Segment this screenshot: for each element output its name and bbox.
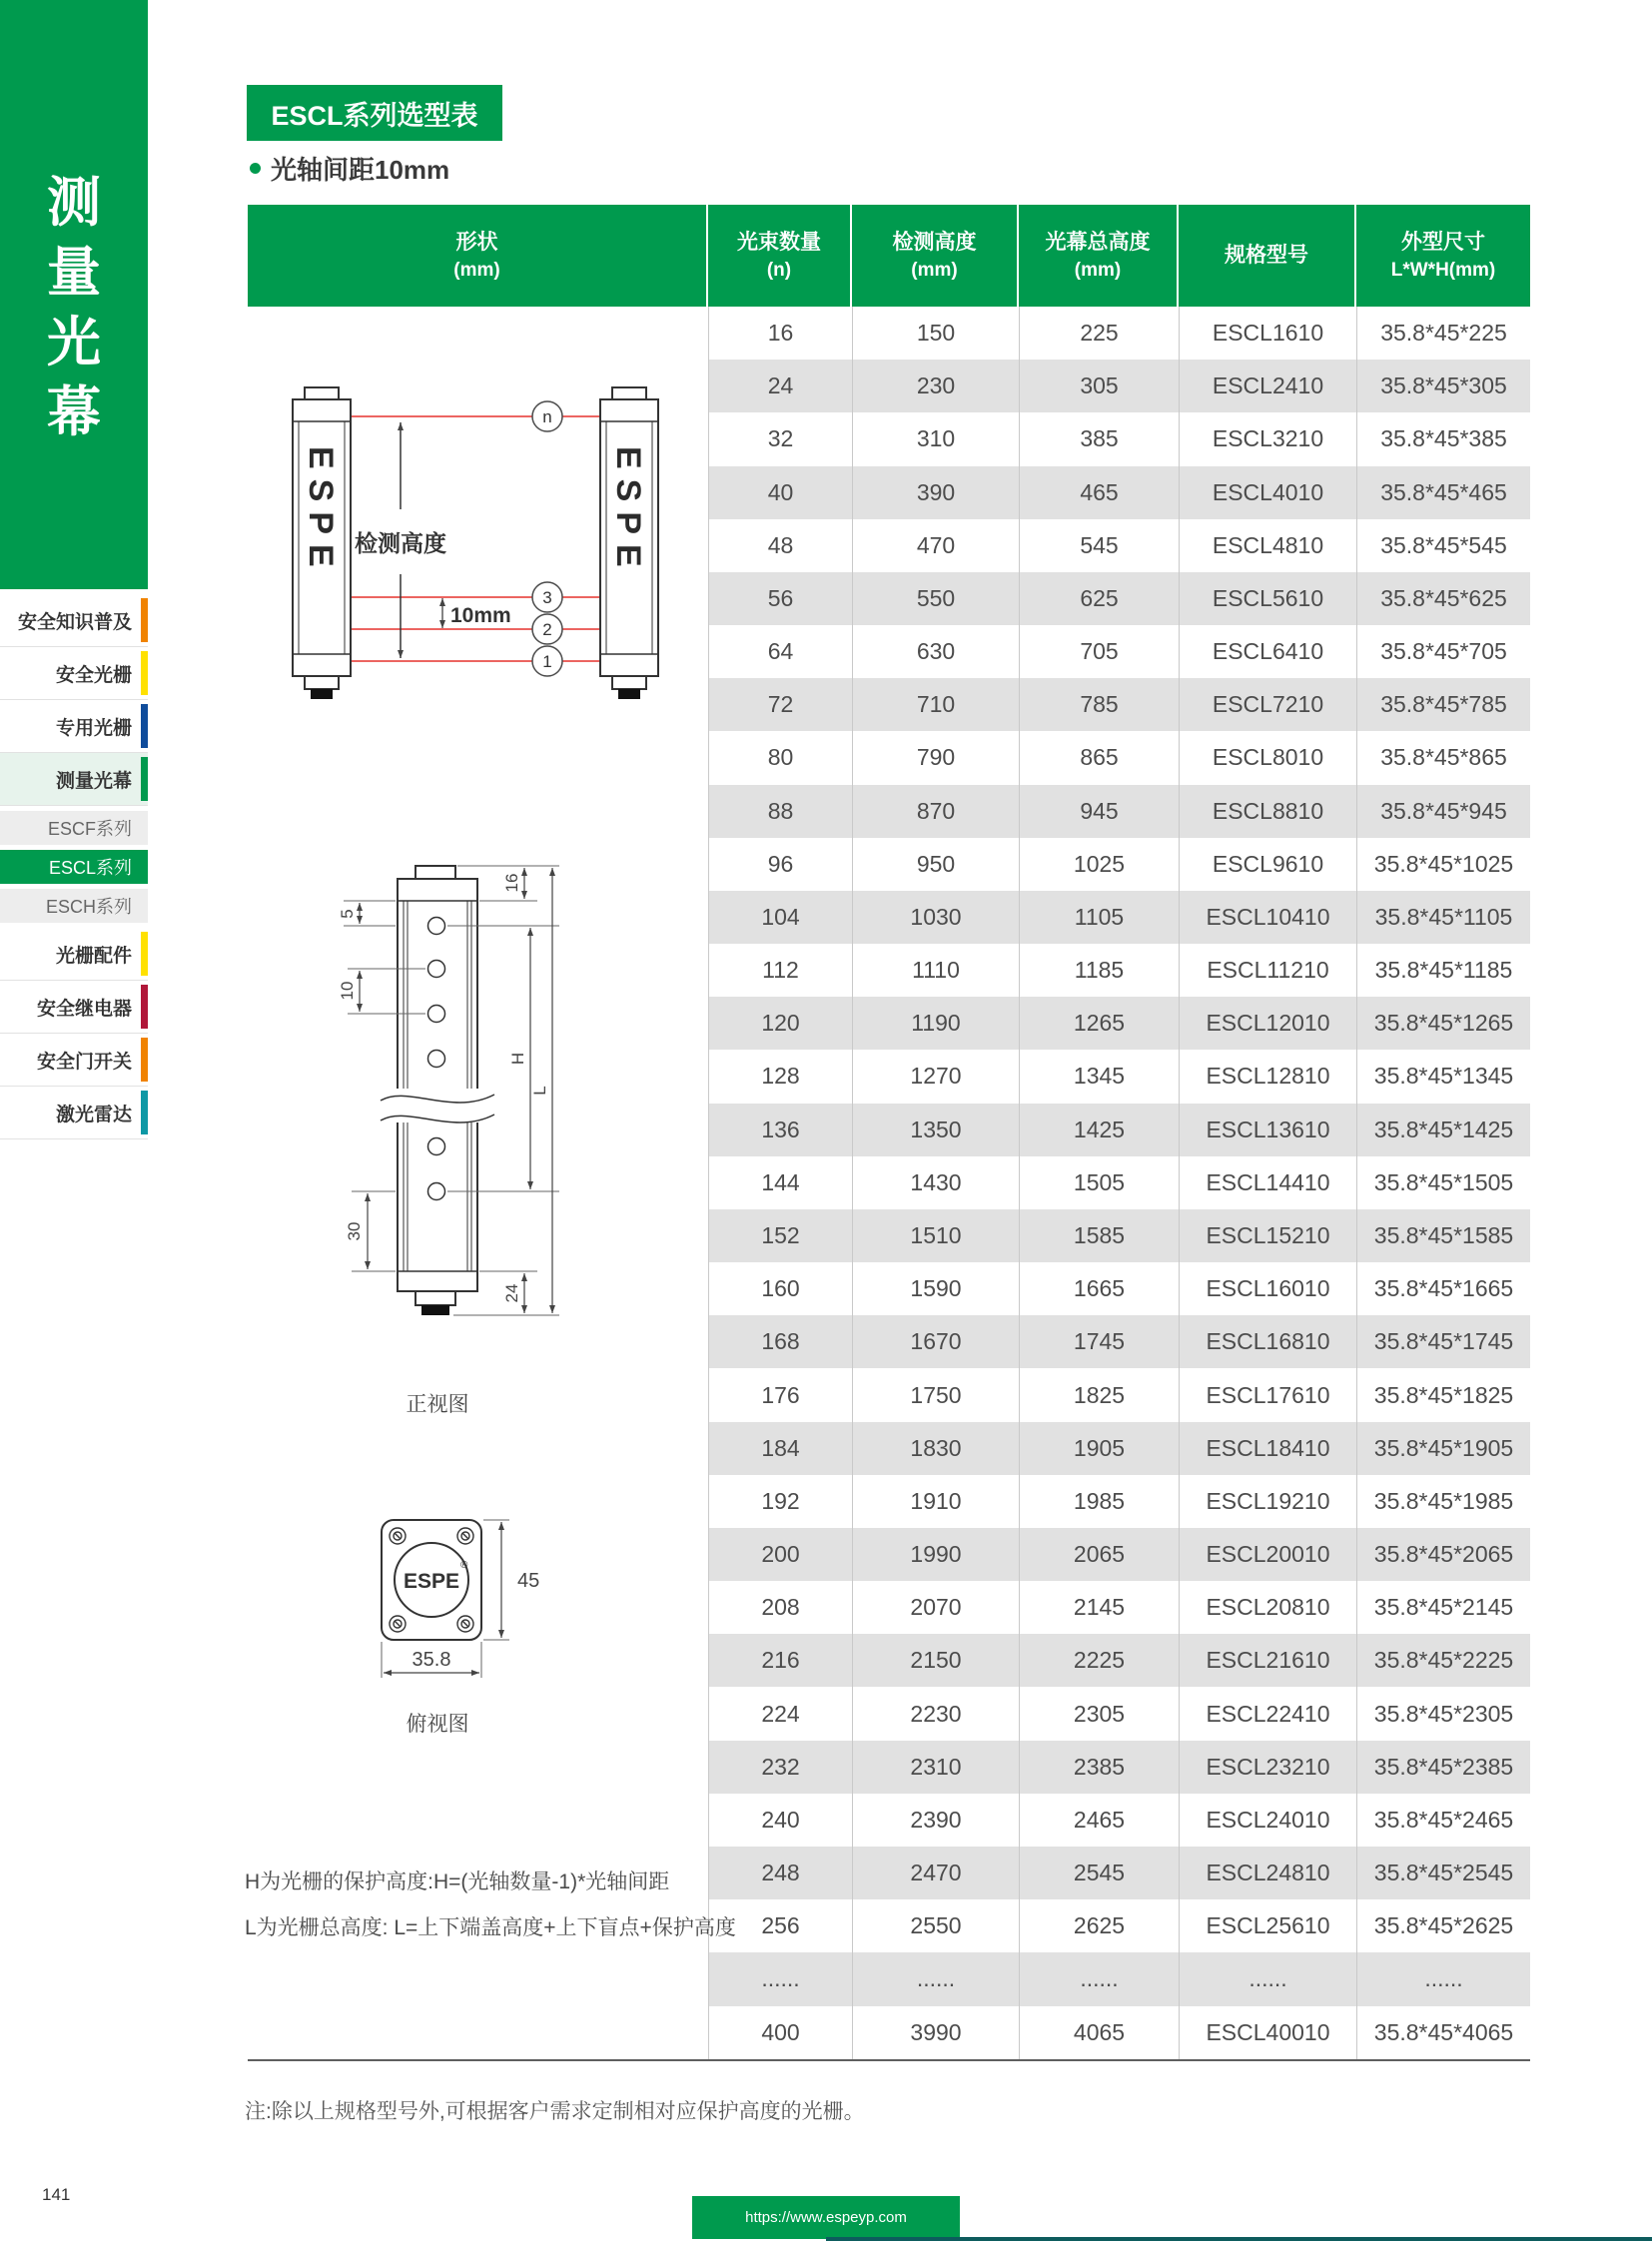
table-cell: 248 xyxy=(708,1847,852,1899)
table-cell: 2470 xyxy=(852,1847,1019,1899)
sidebar-item-label: 专用光栅 xyxy=(55,717,132,739)
table-cell: 870 xyxy=(852,785,1019,838)
table-cell: 385 xyxy=(1019,412,1179,465)
table-cell: 945 xyxy=(1019,785,1179,838)
table-cell: 950 xyxy=(852,838,1019,891)
table-cell: 35.8*45*2225 xyxy=(1356,1634,1530,1687)
table-cell: 4065 xyxy=(1019,2006,1179,2059)
column-label: 检测高度 xyxy=(892,231,977,254)
column-sublabel: (mm) xyxy=(911,260,958,281)
table-row xyxy=(708,307,1530,360)
table-cell: ESCL40010 xyxy=(1179,2006,1356,2059)
table-cell: 35.8*45*4065 xyxy=(1356,2006,1530,2059)
vertical-title-char: 量 xyxy=(47,243,101,303)
table-cell: ...... xyxy=(708,1952,852,2005)
brand-label: ESPE xyxy=(302,446,340,577)
table-cell: 240 xyxy=(708,1794,852,1847)
table-cell: 35.8*45*2625 xyxy=(1356,1899,1530,1952)
table-cell: 1905 xyxy=(1019,1422,1179,1475)
table-cell: 35.8*45*1105 xyxy=(1356,891,1530,944)
table-cell: 35.8*45*1825 xyxy=(1356,1368,1530,1421)
table-cell: 184 xyxy=(708,1422,852,1475)
table-cell: 35.8*45*2145 xyxy=(1356,1581,1530,1634)
table-row xyxy=(708,1794,1530,1847)
table-cell: 1825 xyxy=(1019,1368,1179,1421)
sidebar-item-6[interactable]: ESCL系列 xyxy=(0,850,148,884)
table-cell: 2305 xyxy=(1019,1687,1179,1740)
table-cell: 35.8*45*305 xyxy=(1356,360,1530,412)
detection-height-label: 检测高度 xyxy=(355,530,446,556)
table-row xyxy=(708,412,1530,465)
sidebar-item-label: 激光雷达 xyxy=(55,1104,132,1125)
table-cell: 2145 xyxy=(1019,1581,1179,1634)
table-cell: 465 xyxy=(1019,466,1179,519)
sidebar-item-label: 测量光幕 xyxy=(55,770,132,792)
table-cell: ESCL20010 xyxy=(1179,1528,1356,1581)
table-cell: 16 xyxy=(708,307,852,360)
table-cell: 152 xyxy=(708,1209,852,1262)
width-dim-label: 35.8 xyxy=(412,1649,451,1671)
break-lines xyxy=(381,1089,494,1122)
table-cell: 88 xyxy=(708,785,852,838)
vertical-title-char: 光 xyxy=(47,313,101,373)
table-cell: 785 xyxy=(1019,678,1179,731)
sidebar-item-1[interactable] xyxy=(0,594,148,647)
table-cell: 790 xyxy=(852,731,1019,784)
sidebar-item-9[interactable] xyxy=(0,981,148,1034)
table-cell: ESCL8810 xyxy=(1179,785,1356,838)
table-cell: ESCL12810 xyxy=(1179,1050,1356,1103)
bullet-label: 光轴间距10mm xyxy=(271,155,450,185)
column-label: 规格型号 xyxy=(1225,244,1308,267)
table-cell: 35.8*45*1585 xyxy=(1356,1209,1530,1262)
table-cell: ESCL17610 xyxy=(1179,1368,1356,1421)
column-label: 形状 xyxy=(455,231,498,254)
table-cell: 1665 xyxy=(1019,1262,1179,1315)
table-cell: ESCL23210 xyxy=(1179,1741,1356,1794)
table-cell: 1990 xyxy=(852,1528,1019,1581)
table-cell: 2310 xyxy=(852,1741,1019,1794)
table-cell: ESCL8010 xyxy=(1179,731,1356,784)
table-cell: 35.8*45*465 xyxy=(1356,466,1530,519)
table-cell: 1030 xyxy=(852,891,1019,944)
beam-number-badges xyxy=(532,401,562,676)
table-cell: ESCL12010 xyxy=(1179,997,1356,1050)
table-cell: 2465 xyxy=(1019,1794,1179,1847)
table-cell: 2625 xyxy=(1019,1899,1179,1952)
vertical-title-char: 测 xyxy=(47,173,101,233)
table-cell: ESCL9610 xyxy=(1179,838,1356,891)
pitch-label: 10mm xyxy=(450,604,511,627)
table-row xyxy=(708,997,1530,1050)
table-cell: 35.8*45*1985 xyxy=(1356,1475,1530,1528)
beam-number: 1 xyxy=(542,652,552,671)
table-header xyxy=(248,205,1530,307)
table-row xyxy=(708,838,1530,891)
table-cell: 1670 xyxy=(852,1315,1019,1368)
table-cell: 1430 xyxy=(852,1156,1019,1209)
beam-number: 2 xyxy=(542,620,552,639)
table-cell: 64 xyxy=(708,625,852,678)
column-header-total-height xyxy=(1019,205,1179,307)
table-cell: 96 xyxy=(708,838,852,891)
table-cell: 1830 xyxy=(852,1422,1019,1475)
table-cell: 120 xyxy=(708,997,852,1050)
svg-text:5: 5 xyxy=(338,909,357,919)
table-cell: 1585 xyxy=(1019,1209,1179,1262)
table-cell: ESCL21610 xyxy=(1179,1634,1356,1687)
table-cell: ESCL4010 xyxy=(1179,466,1356,519)
table-cell: 35.8*45*705 xyxy=(1356,625,1530,678)
table-cell: 40 xyxy=(708,466,852,519)
table-cell: 224 xyxy=(708,1687,852,1740)
table-cell: 2390 xyxy=(852,1794,1019,1847)
table-cell: ...... xyxy=(1179,1952,1356,2005)
table-cell: 56 xyxy=(708,572,852,625)
table-cell: 32 xyxy=(708,412,852,465)
footer-url[interactable]: https://www.espeyp.com xyxy=(745,2209,907,2226)
table-cell: 2225 xyxy=(1019,1634,1179,1687)
table-cell: 35.8*45*1905 xyxy=(1356,1422,1530,1475)
table-cell: 625 xyxy=(1019,572,1179,625)
table-cell: 144 xyxy=(708,1156,852,1209)
table-cell: 35.8*45*2545 xyxy=(1356,1847,1530,1899)
table-cell: 160 xyxy=(708,1262,852,1315)
sidebar-item-4[interactable] xyxy=(0,753,148,806)
table-cell: 1105 xyxy=(1019,891,1179,944)
table-cell: 104 xyxy=(708,891,852,944)
sidebar-item-3[interactable] xyxy=(0,700,148,753)
table-cell: ESCL4810 xyxy=(1179,519,1356,572)
table-cell: ESCL16810 xyxy=(1179,1315,1356,1368)
beam-number: 3 xyxy=(542,588,552,607)
table-row xyxy=(708,1847,1530,1899)
table-cell: 200 xyxy=(708,1528,852,1581)
table-cell: 128 xyxy=(708,1050,852,1103)
table-cell: ESCL22410 xyxy=(1179,1687,1356,1740)
table-cell: 2545 xyxy=(1019,1847,1179,1899)
table-cell: 35.8*45*545 xyxy=(1356,519,1530,572)
formula-l: L为光栅总高度: L=上下端盖高度+上下盲点+保护高度 xyxy=(245,1916,736,1939)
table-cell: 1185 xyxy=(1019,944,1179,997)
table-cell: ESCL6410 xyxy=(1179,625,1356,678)
table-row xyxy=(708,1741,1530,1794)
table-cell: 35.8*45*385 xyxy=(1356,412,1530,465)
table-cell: 1510 xyxy=(852,1209,1019,1262)
accent-bar xyxy=(141,757,148,801)
sidebar-vertical-title xyxy=(0,168,148,447)
table-cell: 35.8*45*945 xyxy=(1356,785,1530,838)
accent-bar xyxy=(141,932,148,976)
table-cell: 2550 xyxy=(852,1899,1019,1952)
table-cell: ESCL13610 xyxy=(1179,1104,1356,1156)
table-cell: 35.8*45*785 xyxy=(1356,678,1530,731)
footer-url-bar[interactable] xyxy=(692,2196,960,2239)
table-row xyxy=(708,1156,1530,1209)
accent-bar xyxy=(141,651,148,695)
table-cell: ESCL16010 xyxy=(1179,1262,1356,1315)
table-row xyxy=(708,1422,1530,1475)
table-cell: 80 xyxy=(708,731,852,784)
table-cell: 35.8*45*2305 xyxy=(1356,1687,1530,1740)
table-row xyxy=(708,2006,1530,2059)
table-cell: 168 xyxy=(708,1315,852,1368)
column-header-dimensions xyxy=(1356,205,1530,307)
footer-strip xyxy=(826,2237,1652,2241)
sidebar-item-label: 安全知识普及 xyxy=(17,611,132,633)
sidebar-item-label: 光栅配件 xyxy=(55,945,132,967)
table-cell: 216 xyxy=(708,1634,852,1687)
column-label: 光幕总高度 xyxy=(1045,231,1151,254)
beam-pair-diagram xyxy=(248,384,708,714)
table-cell: 150 xyxy=(852,307,1019,360)
table-cell: 1590 xyxy=(852,1262,1019,1315)
table-row xyxy=(708,1475,1530,1528)
front-view-caption: 正视图 xyxy=(406,1393,469,1416)
top-view-diagram xyxy=(248,1496,708,1691)
sidebar-item-5[interactable]: ESCF系列 xyxy=(0,811,148,845)
registered-mark: ® xyxy=(460,1560,468,1571)
table-row xyxy=(708,1315,1530,1368)
table-cell: 35.8*45*1425 xyxy=(1356,1104,1530,1156)
table-cell: 35.8*45*625 xyxy=(1356,572,1530,625)
table-cell: 35.8*45*2465 xyxy=(1356,1794,1530,1847)
table-cell: ESCL3210 xyxy=(1179,412,1356,465)
table-cell: 1745 xyxy=(1019,1315,1179,1368)
svg-text:L: L xyxy=(530,1086,549,1096)
beam-number: n xyxy=(542,407,552,426)
table-cell: ESCL1610 xyxy=(1179,307,1356,360)
table-row xyxy=(708,1634,1530,1687)
vertical-title-char: 幕 xyxy=(47,382,101,442)
table-cell: ESCL15210 xyxy=(1179,1209,1356,1262)
table-cell: ESCL24010 xyxy=(1179,1794,1356,1847)
section-badge: ESCL系列选型表 xyxy=(247,85,502,141)
accent-bar xyxy=(141,985,148,1029)
svg-text:10: 10 xyxy=(338,981,357,1001)
column-label: 光束数量 xyxy=(737,231,821,254)
svg-text:16: 16 xyxy=(502,873,521,893)
table-cell: ESCL18410 xyxy=(1179,1422,1356,1475)
front-view-diagram xyxy=(248,859,708,1318)
table-cell: 1910 xyxy=(852,1475,1019,1528)
table-row xyxy=(708,1262,1530,1315)
table-cell: 35.8*45*1185 xyxy=(1356,944,1530,997)
table-row xyxy=(708,1899,1530,1952)
table-row xyxy=(708,1687,1530,1740)
sidebar-menu xyxy=(0,594,148,1139)
table-cell: 2385 xyxy=(1019,1741,1179,1794)
table-cell: 225 xyxy=(1019,307,1179,360)
bullet-icon xyxy=(250,163,261,174)
table-cell: 48 xyxy=(708,519,852,572)
table-cell: 1505 xyxy=(1019,1156,1179,1209)
table-cell: ESCL7210 xyxy=(1179,678,1356,731)
table-cell: ESCL10410 xyxy=(1179,891,1356,944)
table-cell: 400 xyxy=(708,2006,852,2059)
table-row xyxy=(708,1581,1530,1634)
table-cell: 230 xyxy=(852,360,1019,412)
table-cell: 3990 xyxy=(852,2006,1019,2059)
column-header-beam-count xyxy=(708,205,852,307)
formula-h: H为光栅的保护高度:H=(光轴数量-1)*光轴间距 xyxy=(245,1870,670,1893)
table-cell: 1265 xyxy=(1019,997,1179,1050)
table-cell: ESCL25610 xyxy=(1179,1899,1356,1952)
footnote: 注:除以上规格型号外,可根据客户需求定制相对应保护高度的光栅。 xyxy=(245,2100,865,2123)
sidebar-item-11[interactable] xyxy=(0,1087,148,1139)
table-bottom-rule xyxy=(248,2059,1530,2061)
table-cell: 1750 xyxy=(852,1368,1019,1421)
table-cell: 35.8*45*225 xyxy=(1356,307,1530,360)
table-cell: 550 xyxy=(852,572,1019,625)
table-cell: 176 xyxy=(708,1368,852,1421)
table-cell: 35.8*45*1505 xyxy=(1356,1156,1530,1209)
table-cell: ESCL14410 xyxy=(1179,1156,1356,1209)
table-row xyxy=(708,678,1530,731)
accent-bar xyxy=(141,1038,148,1082)
column-header-model xyxy=(1179,205,1356,307)
table-row xyxy=(708,519,1530,572)
table-row xyxy=(708,944,1530,997)
table-row xyxy=(708,360,1530,412)
table-cell: ESCL19210 xyxy=(1179,1475,1356,1528)
column-sublabel: (mm) xyxy=(453,260,500,281)
table-cell: 545 xyxy=(1019,519,1179,572)
table-cell: 192 xyxy=(708,1475,852,1528)
table-cell: 112 xyxy=(708,944,852,997)
table-row xyxy=(708,891,1530,944)
sidebar-item-label: 安全门开关 xyxy=(36,1051,132,1073)
accent-bar xyxy=(141,704,148,748)
table-cell: 35.8*45*1345 xyxy=(1356,1050,1530,1103)
table-cell: 35.8*45*2385 xyxy=(1356,1741,1530,1794)
column-sublabel: (mm) xyxy=(1074,260,1122,281)
table-cell: 1270 xyxy=(852,1050,1019,1103)
table-cell: 24 xyxy=(708,360,852,412)
table-cell: 35.8*45*865 xyxy=(1356,731,1530,784)
table-cell: 2150 xyxy=(852,1634,1019,1687)
bullet-line xyxy=(250,150,449,187)
table-row xyxy=(708,1209,1530,1262)
table-row xyxy=(708,1528,1530,1581)
table-row xyxy=(708,466,1530,519)
table-cell: ESCL2410 xyxy=(1179,360,1356,412)
sidebar-item-label: 安全光栅 xyxy=(55,664,132,686)
table-cell: 2065 xyxy=(1019,1528,1179,1581)
table-cell: 35.8*45*1745 xyxy=(1356,1315,1530,1368)
table-cell: 1350 xyxy=(852,1104,1019,1156)
table-row xyxy=(708,1050,1530,1103)
table-cell: 35.8*45*1025 xyxy=(1356,838,1530,891)
table-row xyxy=(708,1104,1530,1156)
sidebar-item-10[interactable] xyxy=(0,1034,148,1087)
column-sublabel: (n) xyxy=(766,260,792,281)
table-row xyxy=(708,572,1530,625)
table-cell: 1345 xyxy=(1019,1050,1179,1103)
table-cell: 208 xyxy=(708,1581,852,1634)
table-cell: 470 xyxy=(852,519,1019,572)
accent-bar xyxy=(141,1091,148,1134)
table-cell: ESCL24810 xyxy=(1179,1847,1356,1899)
brand-label: ESPE xyxy=(609,446,647,577)
table-cell: 865 xyxy=(1019,731,1179,784)
table-cell: 136 xyxy=(708,1104,852,1156)
table-cell: ...... xyxy=(1019,1952,1179,2005)
table-row xyxy=(708,785,1530,838)
sidebar-item-8[interactable] xyxy=(0,928,148,981)
table-row xyxy=(708,1952,1530,2005)
table-cell: 2070 xyxy=(852,1581,1019,1634)
table-cell: 710 xyxy=(852,678,1019,731)
table-cell: 72 xyxy=(708,678,852,731)
table-row xyxy=(708,1368,1530,1421)
sidebar-item-7[interactable]: ESCH系列 xyxy=(0,889,148,923)
table-cell: 1190 xyxy=(852,997,1019,1050)
height-dim-label: 45 xyxy=(517,1570,540,1592)
table-cell: 630 xyxy=(852,625,1019,678)
table-cell: 1025 xyxy=(1019,838,1179,891)
table-cell: 232 xyxy=(708,1741,852,1794)
svg-text:24: 24 xyxy=(502,1283,521,1303)
column-header-shape xyxy=(248,205,708,307)
table-cell: ESCL11210 xyxy=(1179,944,1356,997)
column-sublabel: L*W*H(mm) xyxy=(1390,260,1496,281)
table-cell: 390 xyxy=(852,466,1019,519)
table-cell: 305 xyxy=(1019,360,1179,412)
table-cell: ESCL5610 xyxy=(1179,572,1356,625)
column-label: 外型尺寸 xyxy=(1401,231,1485,254)
sidebar-item-label: 安全继电器 xyxy=(36,998,132,1020)
svg-text:H: H xyxy=(508,1052,527,1066)
column-header-detect-height xyxy=(852,205,1019,307)
table-cell: 35.8*45*2065 xyxy=(1356,1528,1530,1581)
table-cell: 1110 xyxy=(852,944,1019,997)
accent-bar xyxy=(141,598,148,642)
top-view-caption: 俯视图 xyxy=(406,1713,469,1736)
sidebar-item-2[interactable] xyxy=(0,647,148,700)
page-number: 141 xyxy=(42,2185,71,2204)
table-cell: 705 xyxy=(1019,625,1179,678)
table-cell: ...... xyxy=(1356,1952,1530,2005)
table-cell: 35.8*45*1265 xyxy=(1356,997,1530,1050)
table-cell: 256 xyxy=(708,1899,852,1952)
brand-label: ESPE xyxy=(403,1570,460,1593)
table-cell: 1985 xyxy=(1019,1475,1179,1528)
table-row xyxy=(708,731,1530,784)
table-cell: 2230 xyxy=(852,1687,1019,1740)
table-cell: 1425 xyxy=(1019,1104,1179,1156)
table-body xyxy=(708,307,1530,2059)
table-row xyxy=(708,625,1530,678)
table-cell: ESCL20810 xyxy=(1179,1581,1356,1634)
table-cell: 35.8*45*1665 xyxy=(1356,1262,1530,1315)
svg-text:30: 30 xyxy=(345,1221,364,1241)
table-cell: 310 xyxy=(852,412,1019,465)
table-cell: ...... xyxy=(852,1952,1019,2005)
